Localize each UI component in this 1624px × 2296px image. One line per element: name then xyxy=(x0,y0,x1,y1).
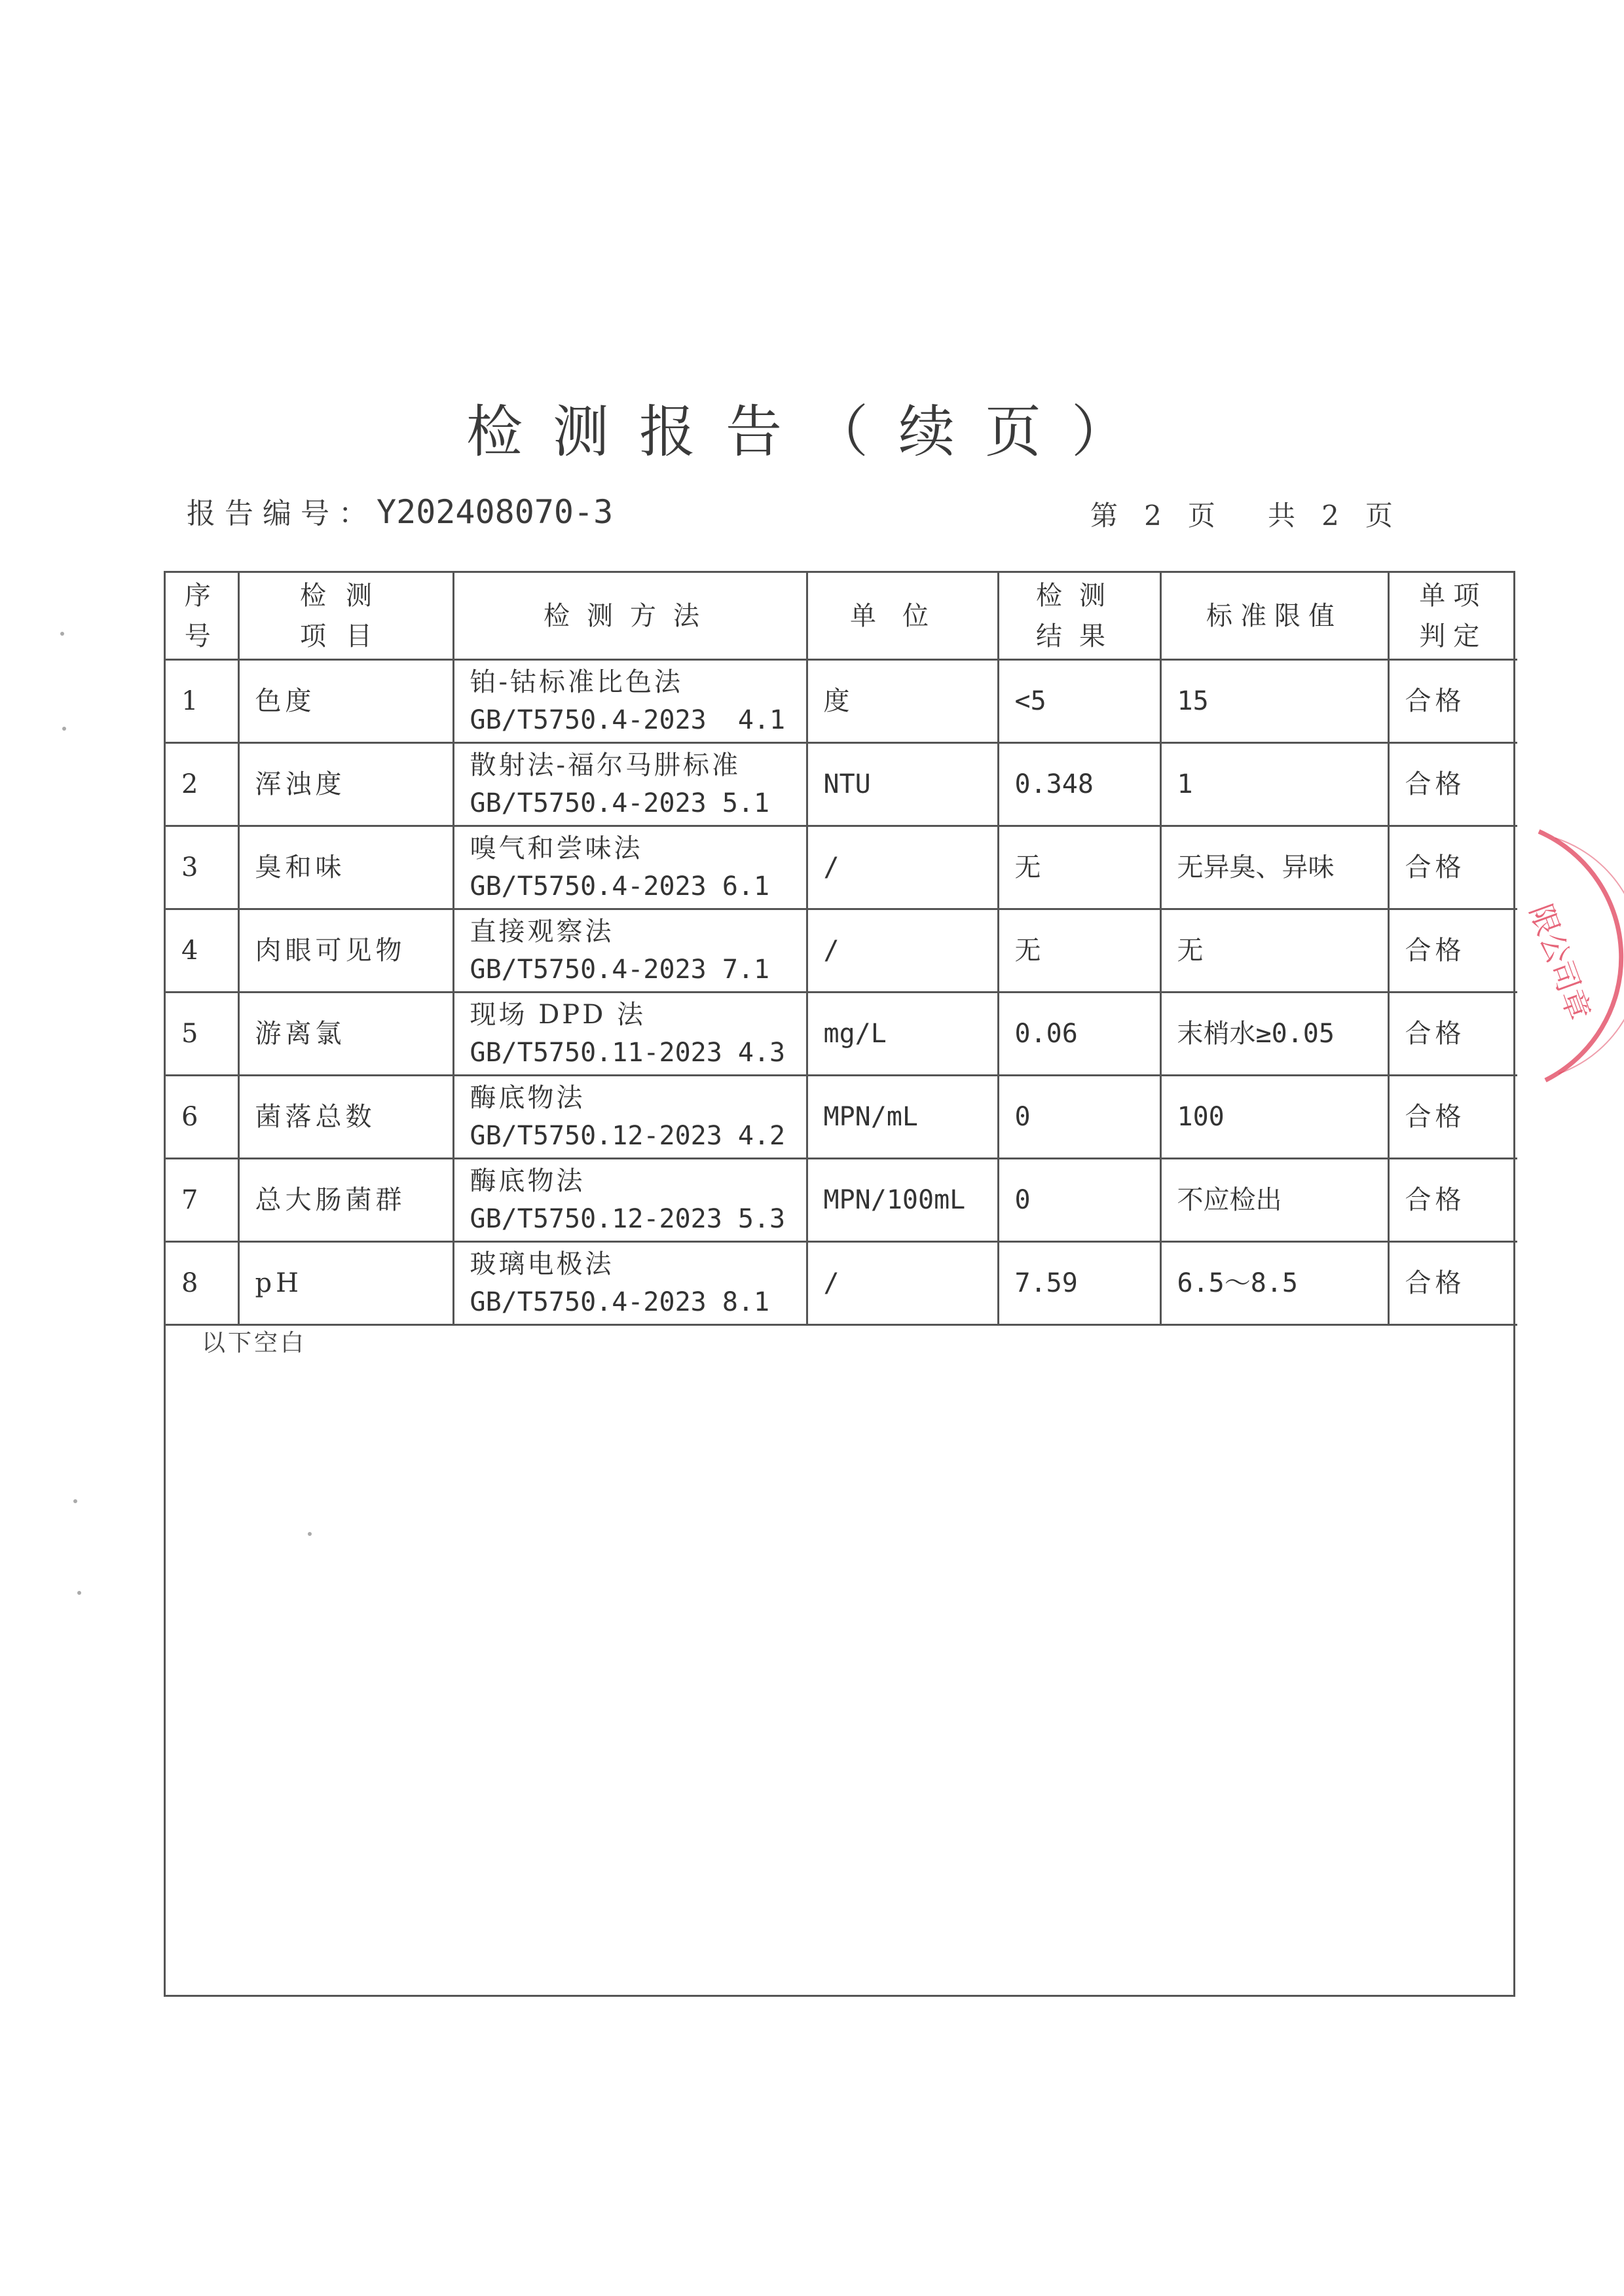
method-name: 现场 DPD 法 xyxy=(470,1000,646,1030)
cell-result-text: 0 xyxy=(1014,1102,1031,1132)
cell-result xyxy=(998,1159,1160,1242)
cell-item xyxy=(238,993,453,1076)
cell-limit-text: 不应检出 xyxy=(1177,1185,1282,1215)
method-standard: GB/T5750.4-2023 4.1 xyxy=(470,705,786,735)
header-seq: 序 号 xyxy=(166,573,238,660)
cell-seq-text: 1 xyxy=(181,686,198,716)
cell-seq xyxy=(166,1159,238,1242)
header-item: 检测 项目 xyxy=(238,573,453,660)
cell-item-text: 色度 xyxy=(255,686,316,716)
cell-method xyxy=(453,1242,807,1325)
cell-seq xyxy=(166,993,238,1076)
cell-judge-text: 合格 xyxy=(1405,852,1466,883)
cell-result xyxy=(998,826,1160,909)
method-standard: GB/T5750.4-2023 7.1 xyxy=(470,955,770,985)
method-name: 酶底物法 xyxy=(470,1166,585,1196)
cell-limit-text: 无异臭、异味 xyxy=(1177,852,1335,883)
cell-result xyxy=(998,909,1160,993)
header-unit: 单位 xyxy=(807,573,998,660)
company-seal xyxy=(1519,818,1624,1093)
report-number xyxy=(187,490,613,532)
cell-limit-text: 15 xyxy=(1177,686,1209,716)
cell-seq xyxy=(166,1242,238,1325)
cell-unit-text: / xyxy=(823,852,840,883)
cell-method xyxy=(453,660,807,743)
cell-result-text: 7.59 xyxy=(1014,1268,1078,1298)
method-standard: GB/T5750.4-2023 5.1 xyxy=(470,788,770,818)
cell-item xyxy=(238,909,453,993)
cell-result-text: 无 xyxy=(1014,936,1041,966)
page-current-label: 第 xyxy=(1090,500,1118,532)
cell-judge-text: 合格 xyxy=(1405,686,1466,716)
cell-result-text: 0.348 xyxy=(1014,769,1094,799)
cell-limit xyxy=(1160,1242,1388,1325)
cell-result xyxy=(998,1242,1160,1325)
cell-method xyxy=(453,909,807,993)
cell-unit xyxy=(807,1076,998,1159)
cell-limit xyxy=(1160,660,1388,743)
cell-seq-text: 5 xyxy=(181,1019,198,1049)
cell-limit xyxy=(1160,1159,1388,1242)
cell-item xyxy=(238,743,453,826)
cell-item-text: 菌落总数 xyxy=(255,1102,376,1132)
cell-judge-text: 合格 xyxy=(1405,1102,1466,1132)
cell-limit xyxy=(1160,743,1388,826)
cell-result-text: 无 xyxy=(1014,852,1041,883)
cell-result xyxy=(998,1076,1160,1159)
cell-unit-text: / xyxy=(823,936,840,966)
page-current-suffix: 页 xyxy=(1187,500,1215,532)
report-frame xyxy=(164,571,1515,1997)
cell-item-text: 浑浊度 xyxy=(255,769,346,799)
cell-seq xyxy=(166,1076,238,1159)
cell-result xyxy=(998,660,1160,743)
cell-item-text: 肉眼可见物 xyxy=(255,936,406,966)
table-row xyxy=(166,1159,1517,1242)
cell-seq-text: 3 xyxy=(181,852,198,883)
method-name: 玻璃电极法 xyxy=(470,1249,614,1279)
cell-limit-text: 100 xyxy=(1177,1102,1225,1132)
cell-limit xyxy=(1160,909,1388,993)
blank-note: 以下空白 xyxy=(202,1330,307,1357)
cell-method xyxy=(453,826,807,909)
method-name: 酶底物法 xyxy=(470,1083,585,1113)
cell-item-text: 总大肠菌群 xyxy=(255,1185,406,1215)
cell-judge xyxy=(1388,993,1517,1076)
cell-seq-text: 6 xyxy=(181,1102,198,1132)
cell-method xyxy=(453,743,807,826)
method-standard: GB/T5750.4-2023 8.1 xyxy=(470,1287,770,1317)
cell-limit xyxy=(1160,1076,1388,1159)
cell-method xyxy=(453,993,807,1076)
seal-text: 限公司章 xyxy=(1522,900,1598,1025)
cell-seq-text: 4 xyxy=(181,936,198,966)
cell-unit xyxy=(807,826,998,909)
table-row xyxy=(166,660,1517,743)
cell-limit-text: 末梢水≥0.05 xyxy=(1177,1019,1335,1049)
cell-judge-text: 合格 xyxy=(1405,1185,1466,1215)
cell-unit-text: NTU xyxy=(823,769,871,799)
cell-limit-text: 无 xyxy=(1177,936,1204,966)
cell-judge-text: 合格 xyxy=(1405,769,1466,799)
page-total: 2 xyxy=(1321,500,1339,532)
cell-result xyxy=(998,743,1160,826)
cell-judge xyxy=(1388,909,1517,993)
table-row xyxy=(166,743,1517,826)
page-total-label: 共 xyxy=(1268,500,1296,532)
report-title: 检测报告（续页） xyxy=(466,399,1158,465)
cell-unit-text: / xyxy=(823,1268,840,1298)
cell-result xyxy=(998,993,1160,1076)
table-row xyxy=(166,909,1517,993)
method-name: 铂-钴标准比色法 xyxy=(470,667,684,697)
cell-judge xyxy=(1388,826,1517,909)
cell-unit xyxy=(807,660,998,743)
cell-judge xyxy=(1388,743,1517,826)
cell-judge xyxy=(1388,1076,1517,1159)
cell-judge-text: 合格 xyxy=(1405,1019,1466,1049)
cell-seq xyxy=(166,660,238,743)
cell-judge xyxy=(1388,1242,1517,1325)
method-name: 散射法-福尔马肼标准 xyxy=(470,750,741,780)
cell-seq xyxy=(166,743,238,826)
cell-seq xyxy=(166,826,238,909)
cell-unit-text: MPN/100mL xyxy=(823,1185,966,1215)
cell-unit xyxy=(807,909,998,993)
cell-judge-text: 合格 xyxy=(1405,936,1466,966)
cell-limit-text: 6.5～8.5 xyxy=(1177,1268,1298,1298)
cell-item xyxy=(238,1076,453,1159)
cell-item-text: pH xyxy=(255,1268,303,1298)
page-current: 2 xyxy=(1144,500,1162,532)
method-standard: GB/T5750.4-2023 6.1 xyxy=(470,871,770,902)
cell-unit xyxy=(807,1159,998,1242)
cell-seq xyxy=(166,909,238,993)
cell-item xyxy=(238,826,453,909)
cell-limit xyxy=(1160,993,1388,1076)
header-method: 检测方法 xyxy=(453,573,807,660)
cell-limit xyxy=(1160,826,1388,909)
cell-judge xyxy=(1388,1159,1517,1242)
method-name: 嗅气和尝味法 xyxy=(470,833,643,864)
table-header-row xyxy=(166,573,1517,660)
header-limit: 标准限值 xyxy=(1160,573,1388,660)
cell-unit xyxy=(807,993,998,1076)
report-number-value: Y202408070-3 xyxy=(377,493,614,531)
cell-seq-text: 2 xyxy=(181,769,198,799)
method-standard: GB/T5750.12-2023 5.3 xyxy=(470,1204,786,1234)
header-judge: 单项 判定 xyxy=(1388,573,1517,660)
cell-judge xyxy=(1388,660,1517,743)
results-table xyxy=(166,573,1517,1326)
page-indicator xyxy=(1090,494,1393,534)
cell-item xyxy=(238,1159,453,1242)
cell-unit-text: MPN/mL xyxy=(823,1102,918,1132)
table-row xyxy=(166,1242,1517,1325)
cell-result-text: 0.06 xyxy=(1014,1019,1078,1049)
cell-limit-text: 1 xyxy=(1177,769,1193,799)
cell-result-text: <5 xyxy=(1014,686,1046,716)
cell-unit-text: 度 xyxy=(823,686,850,716)
cell-item xyxy=(238,1242,453,1325)
cell-unit-text: mg/L xyxy=(823,1019,887,1049)
cell-item-text: 臭和味 xyxy=(255,852,346,883)
report-number-label: 报告编号： xyxy=(187,497,377,530)
method-name: 直接观察法 xyxy=(470,917,614,947)
cell-unit xyxy=(807,743,998,826)
cell-judge-text: 合格 xyxy=(1405,1268,1466,1298)
cell-seq-text: 7 xyxy=(181,1185,198,1215)
cell-unit xyxy=(807,1242,998,1325)
cell-method xyxy=(453,1159,807,1242)
page-total-suffix: 页 xyxy=(1365,500,1393,532)
table-row xyxy=(166,1076,1517,1159)
header-result: 检测 结果 xyxy=(998,573,1160,660)
method-standard: GB/T5750.11-2023 4.3 xyxy=(470,1038,786,1068)
cell-method xyxy=(453,1076,807,1159)
cell-result-text: 0 xyxy=(1014,1185,1031,1215)
method-standard: GB/T5750.12-2023 4.2 xyxy=(470,1121,786,1151)
cell-item xyxy=(238,660,453,743)
table-row xyxy=(166,993,1517,1076)
table-row xyxy=(166,826,1517,909)
cell-seq-text: 8 xyxy=(181,1268,198,1298)
cell-item-text: 游离氯 xyxy=(255,1019,346,1049)
